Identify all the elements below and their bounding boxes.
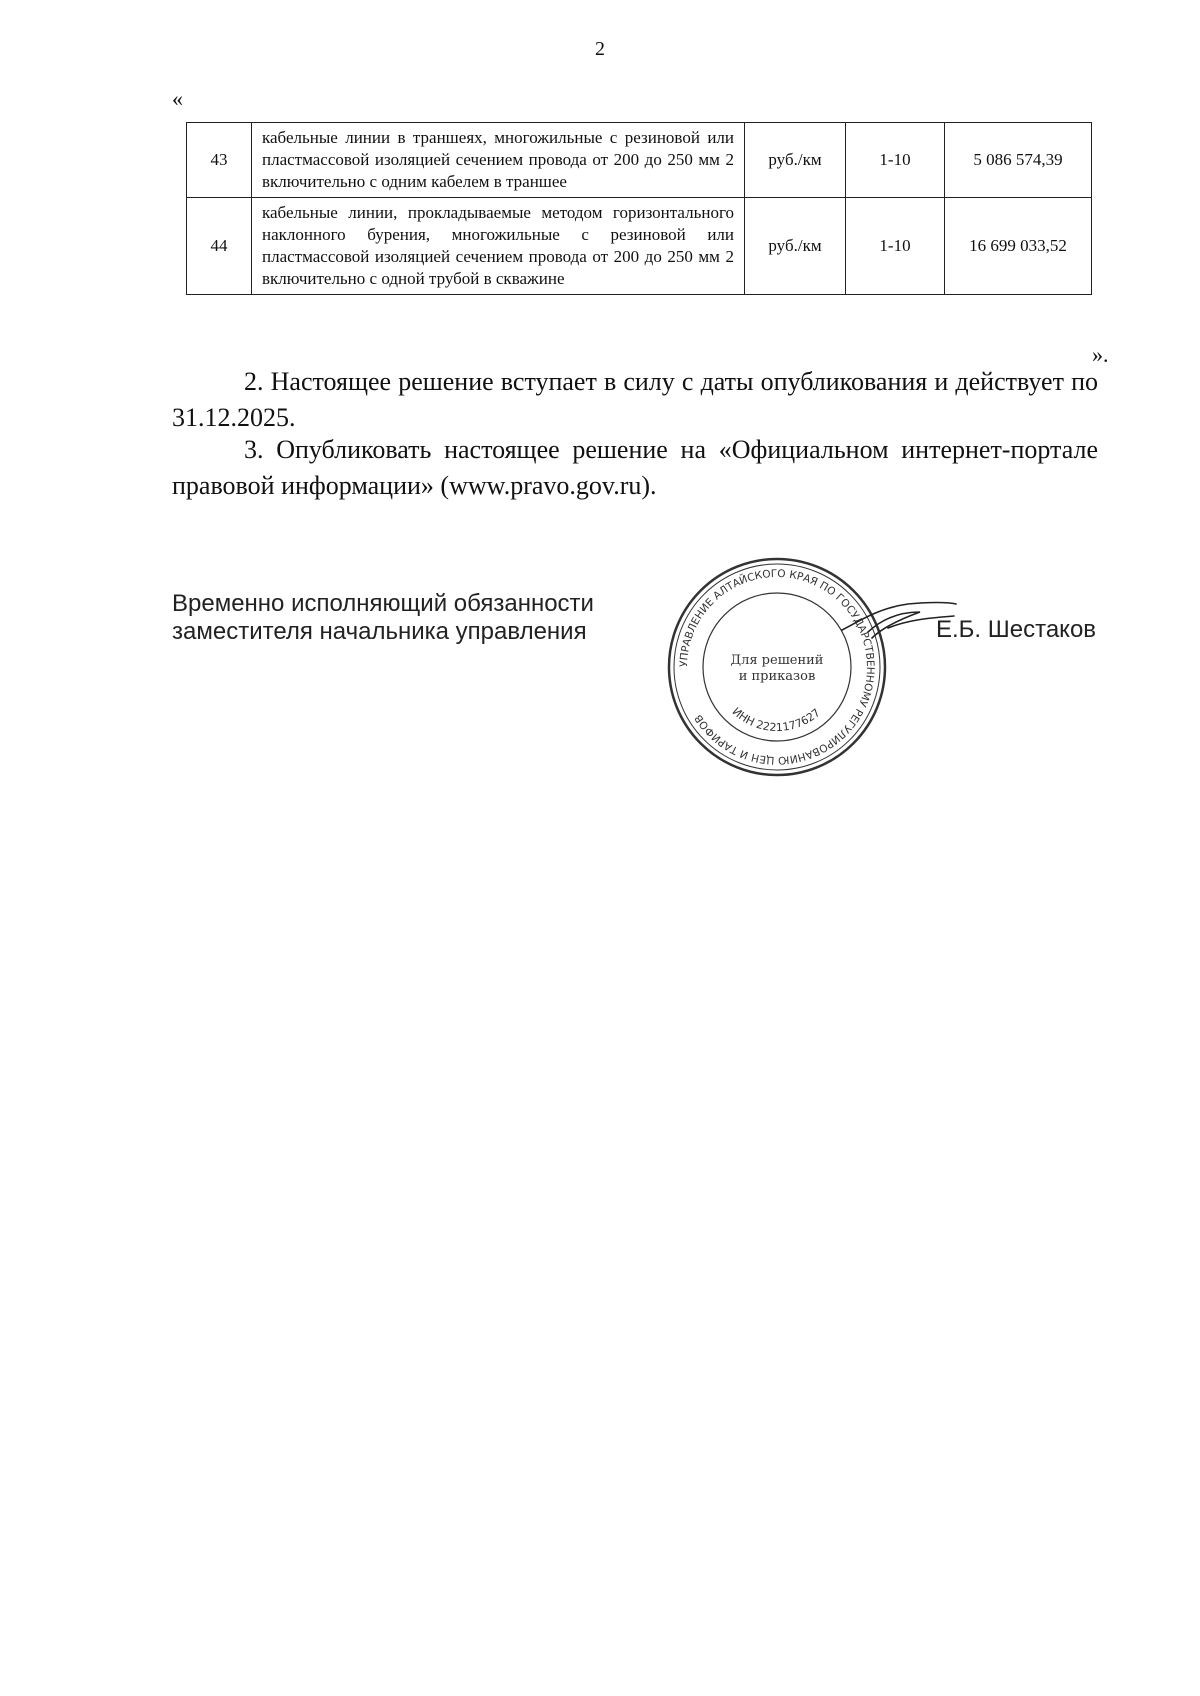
paragraph-effective-date: 2. Настоящее решение вступает в силу с даты опубликования и действует по 31.12.2025. — [172, 367, 1098, 432]
row-number: 43 — [187, 123, 252, 198]
paragraph-publication: 3. Опубликовать настоящее решение на «Официальном интернет-портале правовой информации» (www.pravo.gov.ru). — [172, 435, 1098, 500]
stamp-outer-text: УПРАВЛЕНИЕ АЛТАЙСКОГО КРАЯ ПО ГОСУДАРСТВЕННОМУ РЕГУЛИРОВАНИЮ ЦЕН И ТАРИФОВ — [677, 567, 877, 767]
row-unit: руб./км — [745, 123, 846, 198]
row-description: кабельные линии, прокладываемые методом горизонтального наклонного бурения, многожильные с резиновой или пластмассовой изоляцией сечением провода от 200 до 250 мм 2 включительно с одной трубой в скважине — [252, 198, 745, 295]
signer-name: Е.Б. Шестаков — [936, 616, 1097, 643]
stamp-center-line-1: Для решений — [730, 653, 824, 668]
official-stamp — [662, 552, 892, 782]
signer-position-line-1: Временно исполняющий обязанности — [172, 590, 594, 617]
stamp-center-line-2: и приказов — [738, 669, 816, 684]
row-price: 5 086 574,39 — [945, 123, 1092, 198]
signer-position-line-2: заместителя начальника управления — [172, 618, 587, 645]
row-range: 1-10 — [846, 198, 945, 295]
row-description: кабельные линии в траншеях, многожильные с резиновой или пластмассовой изоляцией сечением провода от 200 до 250 мм 2 включительно с одним кабелем в траншее — [252, 123, 745, 198]
tariff-table — [186, 122, 1092, 295]
row-unit: руб./км — [745, 198, 846, 295]
opening-quote-mark: « — [172, 86, 183, 111]
row-price: 16 699 033,52 — [945, 198, 1092, 295]
table-row — [187, 198, 1092, 295]
closing-quote-mark: ». — [1092, 342, 1109, 367]
stamp-inn-text: ИНН 2221177627 — [729, 704, 823, 735]
row-range: 1-10 — [846, 123, 945, 198]
table-row — [187, 123, 1092, 198]
row-number: 44 — [187, 198, 252, 295]
signer-position — [172, 590, 642, 646]
page-number: 2 — [595, 38, 605, 60]
